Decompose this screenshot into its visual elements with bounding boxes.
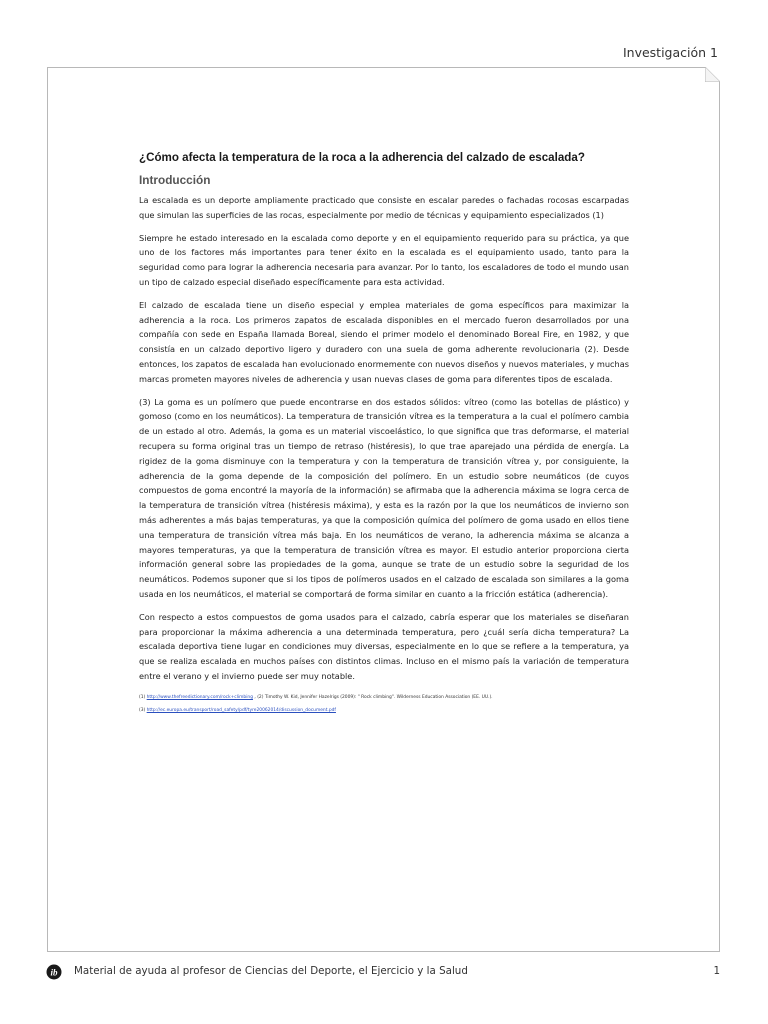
footnote-marker: (3): [139, 707, 146, 713]
footnote-marker: (1): [139, 694, 146, 700]
page-frame-right-edge: [719, 81, 720, 952]
paragraph: Con respecto a estos compuestos de goma usados para el calzado, cabría esperar que los materiales se diseñaran para proporcionar la máxima adherencia a una determinada temperatura, pero ¿cuál sería dicha temperatura? La escalada deportiva tiene lugar en condiciones muy diversas, especialmente en lo que se refiere a la temperatura, ya que se realiza escalada en muchos países con distintos climas. Incluso en el mismo país la variación de temperatura entre el verano y el invierno puede ser muy notable.: [139, 611, 629, 681]
svg-text:ib: ib: [50, 967, 58, 978]
paragraph: (3) La goma es un polímero que puede encontrarse en dos estados sólidos: vítreo (como las botellas de plástico) y gomoso (como en los neumáticos). La temperatura de transición vítrea es la temperatura a la cual el polímero cambia de un estado al otro. Además, la goma es un material viscoelástico, lo que significa que tras deformarse, el material recupera su forma original tras un tiempo de retraso (histéresis), lo que trae aparejado una pérdida de energía. La rigidez de la goma disminuye con la temperatura y con la temperatura de transición vítrea y, por consiguiente, la adherencia de la goma depende de la composición del polímero. En un estudio sobre neumáticos (de cuyos compuestos de goma encontré la mayoría de la información) se afirmaba que la adherencia máxima se logra cerca de la temperatura de transición vítrea (histéresis máxima), y esta es la razón por la que los neumáticos de invierno son más adherentes a más bajas temperaturas, ya que la composición química del polímero de goma usado en ellos tiene una temperatura de transición vítrea más baja. En los neumáticos de verano, la adherencia máxima se alcanza a mayores temperaturas, ya que la temperatura de transición vítrea es mayor. El estudio anterior proporciona cierta información general sobre las propiedades de la goma, aunque se trate de un estudio sobre la seguridad de los neumáticos. Podemos suponer que si los tipos de polímeros usados en el calzado de escalada son similares a la goma usada en los neumáticos, el material se comportará de forma similar en cuanto a la fricción estática (adherencia).: [139, 396, 629, 599]
ib-logo-icon: [46, 964, 62, 980]
paragraph: Siempre he estado interesado en la escalada como deporte y en el equipamiento requerido para su práctica, ya que uno de los factores más importantes para tener éxito en la escalada es el equipamiento usado, tanto para la seguridad como para lograr la adherencia necesaria para avanzar. Por lo tanto, los escaladores de todo el mundo usan un tipo de calzado especial diseñado específicamente para esta actividad.: [139, 232, 629, 287]
footnote: [139, 707, 629, 714]
footer-text: Material de ayuda al profesor de Ciencias del Deporte, el Ejercicio y la Salud: [74, 965, 468, 977]
page-curl-icon: [705, 67, 720, 82]
paragraph: El calzado de escalada tiene un diseño especial y emplea materiales de goma específicos para maximizar la adherencia a la roca. Los primeros zapatos de escalada disponibles en el mercado fueron desarrollados por una compañía con sede en España llamada Boreal, siendo el primer modelo el denominado Boreal Fire, en 1982, y que consistía en un calzado deportivo ligero y duradero con una suela de goma adherente revolucionaria (2). Desde entonces, los zapatos de escalada han evolucionado enormemente con nuevos diseños y nuevos materiales, y muchas marcas prometen mayores niveles de adherencia y usan nuevas clases de goma para diferentes tipos de escalada.: [139, 299, 629, 384]
document-body: [139, 150, 629, 720]
paragraph: La escalada es un deporte ampliamente practicado que consiste en escalar paredes o fachadas rocosas escarpadas que simulan las superficies de las rocas, especialmente por medio de técnicas y equipamiento especializados (1): [139, 195, 629, 220]
page-footer: [46, 963, 722, 981]
running-head: Investigación 1: [622, 45, 718, 60]
footnote-link[interactable]: http://ec.europa.eu/transport/road_safety/pdf/tyre20062014/discussion_document.pdf: [146, 707, 336, 713]
footnote-text: , (2) Timothy W. Kid, Jennifer Hazelrigs (2009): " Rock climbing". Wilderness Education Association (EE. UU.).: [253, 694, 493, 700]
page-frame-top-edge: [47, 67, 706, 68]
footnote: [139, 694, 629, 701]
document-title: ¿Cómo afecta la temperatura de la roca a la adherencia del calzado de escalada?: [139, 151, 585, 164]
section-heading-introduccion: Introducción: [139, 173, 211, 187]
page-number: 1: [713, 965, 720, 977]
footnotes: [139, 694, 629, 714]
footnote-link[interactable]: http://www.thefreedictionary.com/rock+climbing: [146, 694, 254, 700]
